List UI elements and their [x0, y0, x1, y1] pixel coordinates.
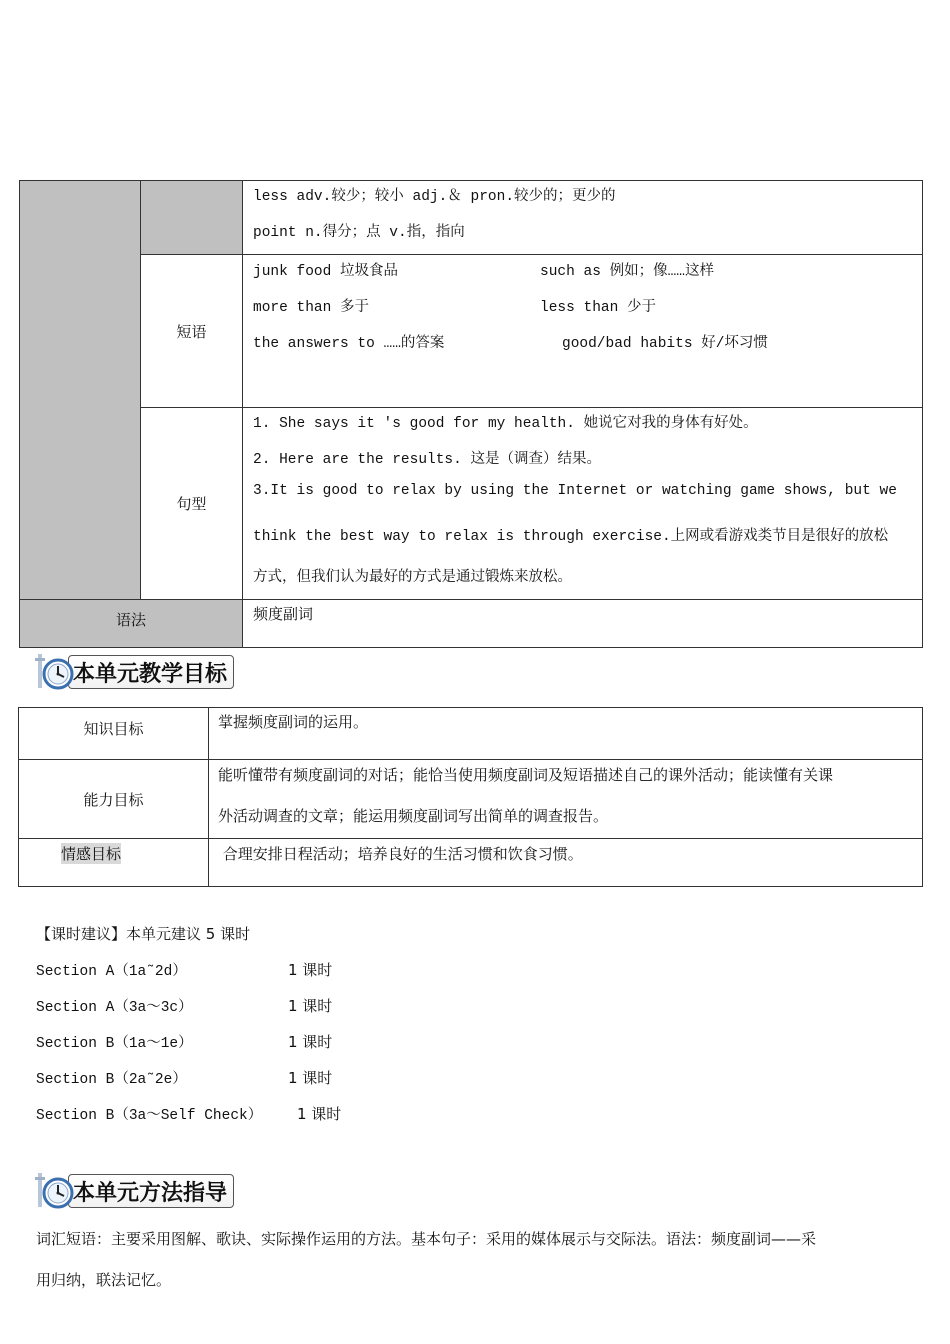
goals-section-banner	[34, 652, 234, 692]
schedule-hours: 1 课时	[288, 1033, 333, 1051]
goal-label-cell	[18, 707, 209, 760]
goals-table	[18, 707, 923, 887]
phrases-label: 短语	[176, 322, 207, 341]
sentence-line: 3.It is good to relax by using the Internet or watching game shows, but we	[253, 483, 897, 499]
goal-label-knowledge: 知识目标	[83, 720, 144, 738]
phrase-item: good/bad habits 好/坏习惯	[562, 336, 768, 352]
schedule-hours: 1 课时	[288, 1069, 333, 1087]
schedule-block	[36, 923, 636, 1133]
clock-icon	[34, 652, 74, 692]
grammar-content-cell	[242, 599, 923, 648]
grammar-content: 频度副词	[253, 605, 314, 623]
schedule-section: Section A（3a～3c）	[36, 1000, 193, 1016]
words-content-cell	[242, 180, 923, 255]
vocab-table	[19, 180, 923, 648]
goal-content-cell	[208, 707, 923, 760]
clock-icon	[34, 1171, 74, 1211]
schedule-hours: 1 课时	[288, 961, 333, 979]
vocab-category-column	[19, 180, 141, 600]
goal-label-cell	[18, 838, 209, 887]
phrases-content-cell	[242, 254, 923, 408]
sentence-line: think the best way to relax is through exercise.上网或看游戏类节目是很好的放松	[253, 529, 889, 545]
phrase-item: the answers to ……的答案	[253, 336, 445, 352]
phrase-item: more than 多于	[253, 300, 370, 316]
phrases-label-cell	[140, 254, 243, 408]
grammar-label: 语法	[115, 611, 146, 629]
sentences-content-cell	[242, 407, 923, 600]
grammar-label-cell	[19, 599, 243, 648]
schedule-heading: 【课时建议】本单元建议 5 课时	[36, 925, 251, 943]
schedule-section: Section B（2a˜2e）	[36, 1072, 187, 1088]
schedule-section: Section B（3a～Self Check）	[36, 1108, 263, 1124]
goal-label-cell	[18, 759, 209, 839]
schedule-hours: 1 课时	[288, 997, 333, 1015]
method-line: 用归纳，联法记忆。	[36, 1271, 172, 1289]
word-entry-point: point n.得分；点 v.指，指向	[253, 225, 465, 241]
method-section-banner	[34, 1171, 234, 1211]
phrase-item: less than 少于	[540, 300, 657, 316]
goal-content-emotion: 合理安排日程活动；培养良好的生活习惯和饮食习惯。	[218, 845, 583, 863]
sentence-line: 1. She says it 's good for my health. 她说它对我的身体有好处。	[253, 416, 758, 432]
goal-content-knowledge: 掌握频度副词的运用。	[218, 713, 369, 731]
goal-content-cell	[208, 759, 923, 839]
sentence-line: 方式，但我们认为最好的方式是通过锻炼来放松。	[253, 570, 572, 586]
phrase-item: such as 例如；像……这样	[540, 264, 715, 280]
schedule-hours: 1 课时	[297, 1105, 342, 1123]
method-text	[36, 1228, 926, 1298]
sentences-label: 句型	[176, 495, 207, 513]
goal-label-emotion: 情感目标	[61, 845, 122, 863]
schedule-section: Section A（1a˜2d）	[36, 964, 187, 980]
word-entry-less: less adv.较少；较小 adj.＆ pron.较少的；更少的	[253, 189, 616, 205]
phrase-item: junk food 垃圾食品	[253, 264, 399, 280]
goal-content-cell	[208, 838, 923, 887]
sentences-label-cell	[140, 407, 243, 600]
sentence-line: 2. Here are the results. 这是（调查）结果。	[253, 452, 602, 468]
goals-section-title: 本单元教学目标	[68, 655, 234, 689]
method-line: 词汇短语：主要采用图解、歌诀、实际操作运用的方法。基本句子：采用的媒体展示与交际法。语法：频度副词——采	[36, 1230, 817, 1248]
goal-content-ability-line: 外活动调查的文章；能运用频度副词写出简单的调查报告。	[218, 807, 609, 825]
schedule-section: Section B（1a～1e）	[36, 1036, 193, 1052]
goal-label-ability: 能力目标	[83, 790, 144, 809]
method-section-title: 本单元方法指导	[68, 1174, 234, 1208]
goal-content-ability-line: 能听懂带有频度副词的对话；能恰当使用频度副词及短语描述自己的课外活动；能读懂有关课	[218, 766, 834, 784]
words-label-cell	[140, 180, 243, 255]
